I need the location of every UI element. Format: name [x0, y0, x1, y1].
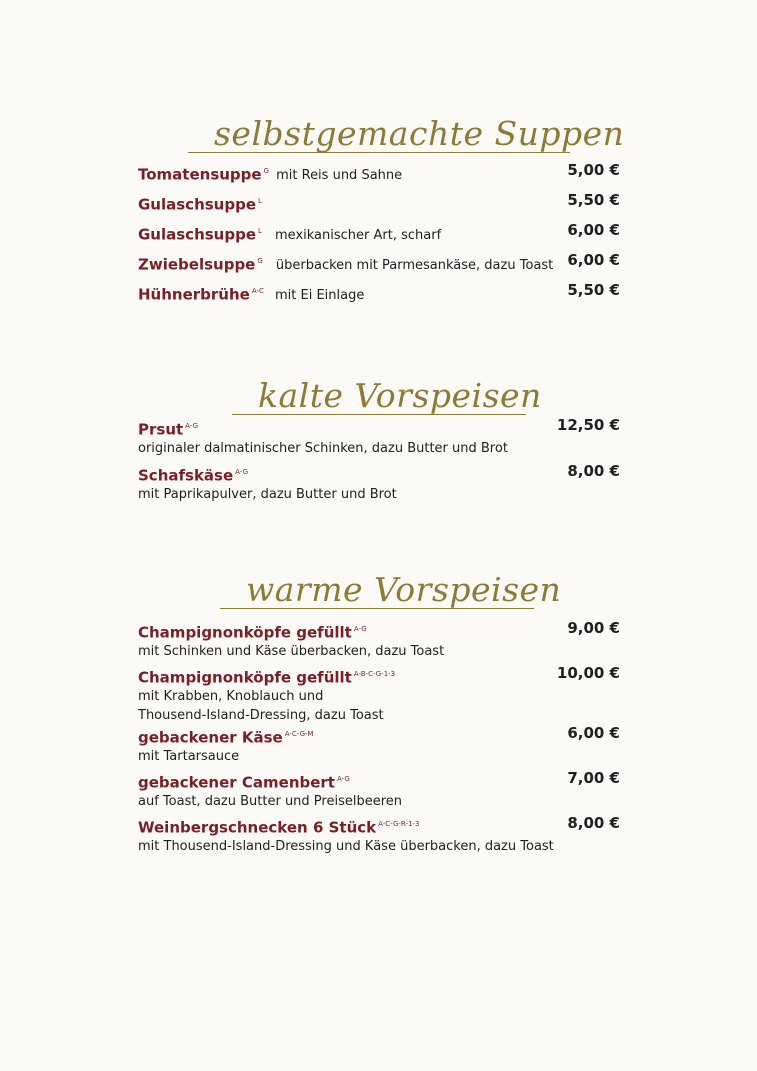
menu-item	[138, 814, 620, 856]
item-name: gebackener Camenbert	[138, 773, 335, 792]
item-description: mit Tartarsauce	[138, 749, 240, 765]
menu-item	[138, 191, 620, 214]
item-name: Champignonköpfe gefüllt	[138, 668, 352, 687]
item-price: 12,50 €	[556, 416, 620, 434]
allergen-code: A-G	[185, 422, 199, 430]
section-title-kalte: kalte Vorspeisen	[232, 378, 526, 415]
menu-item	[138, 221, 620, 246]
item-price: 9,00 €	[567, 619, 620, 637]
allergen-code: L	[258, 227, 262, 235]
item-description: Thousend-Island-Dressing, dazu Toast	[138, 708, 384, 724]
item-name: Prsut	[138, 420, 184, 439]
section-title-warme: warme Vorspeisen	[220, 572, 534, 609]
allergen-code: A-G	[353, 625, 367, 633]
item-price: 10,00 €	[556, 664, 620, 682]
item-name: Tomatensuppe	[138, 165, 262, 184]
item-price: 5,50 €	[567, 191, 620, 209]
item-description: mexikanischer Art, scharf	[275, 228, 442, 244]
allergen-code: A-C-G-M	[284, 730, 314, 738]
item-description: originaler dalmatinischer Schinken, dazu Butter und Brot	[138, 441, 508, 457]
item-price: 7,00 €	[567, 769, 620, 787]
item-name: Gulaschsuppe	[138, 225, 257, 244]
item-description: mit Paprikapulver, dazu Butter und Brot	[138, 487, 397, 503]
item-name: Weinbergschnecken 6 Stück	[138, 818, 377, 837]
item-name: Champignonköpfe gefüllt	[138, 623, 352, 642]
item-price: 8,00 €	[567, 814, 620, 832]
item-price: 8,00 €	[567, 462, 620, 480]
item-price: 6,00 €	[567, 724, 620, 742]
item-name: Schafskäse	[138, 466, 234, 485]
allergen-code: L	[258, 197, 262, 205]
item-description: mit Schinken und Käse überbacken, dazu Toast	[138, 644, 445, 660]
allergen-code: G	[257, 257, 263, 265]
item-price: 6,00 €	[567, 251, 620, 269]
item-description: mit Ei Einlage	[274, 288, 365, 304]
menu-item	[138, 462, 620, 504]
menu-item	[138, 161, 620, 186]
item-price: 6,00 €	[567, 221, 620, 239]
menu-item	[138, 416, 620, 458]
section-title-suppen: selbstgemachte Suppen	[188, 116, 570, 153]
menu-item	[138, 619, 620, 661]
menu-item	[138, 251, 620, 276]
allergen-code: A-B-C-G-1-3	[353, 670, 396, 678]
menu-item	[138, 724, 620, 766]
allergen-code: A-G	[336, 775, 350, 783]
item-price: 5,50 €	[567, 281, 620, 299]
item-description: mit Krabben, Knoblauch und	[138, 689, 324, 705]
item-description: mit Reis und Sahne	[276, 168, 403, 184]
allergen-code: A-G	[235, 468, 248, 476]
item-description: mit Thousend-Island-Dressing und Käse überbacken, dazu Toast	[138, 839, 554, 855]
item-price: 5,00 €	[567, 161, 620, 179]
item-name: gebackener Käse	[138, 728, 283, 747]
allergen-code: A-C	[251, 287, 264, 295]
allergen-code: A-C-G-R-1-3	[378, 820, 420, 828]
item-description: auf Toast, dazu Butter und Preiselbeeren	[138, 794, 403, 810]
menu-item	[138, 281, 620, 306]
item-description: überbacken mit Parmesankäse, dazu Toast	[275, 258, 554, 274]
item-name: Gulaschsuppe	[138, 195, 257, 214]
item-name: Hühnerbrühe	[138, 285, 250, 304]
item-name: Zwiebelsuppe	[138, 255, 256, 274]
allergen-code: G	[263, 167, 270, 175]
menu-item	[138, 664, 620, 725]
menu-item	[138, 769, 620, 811]
